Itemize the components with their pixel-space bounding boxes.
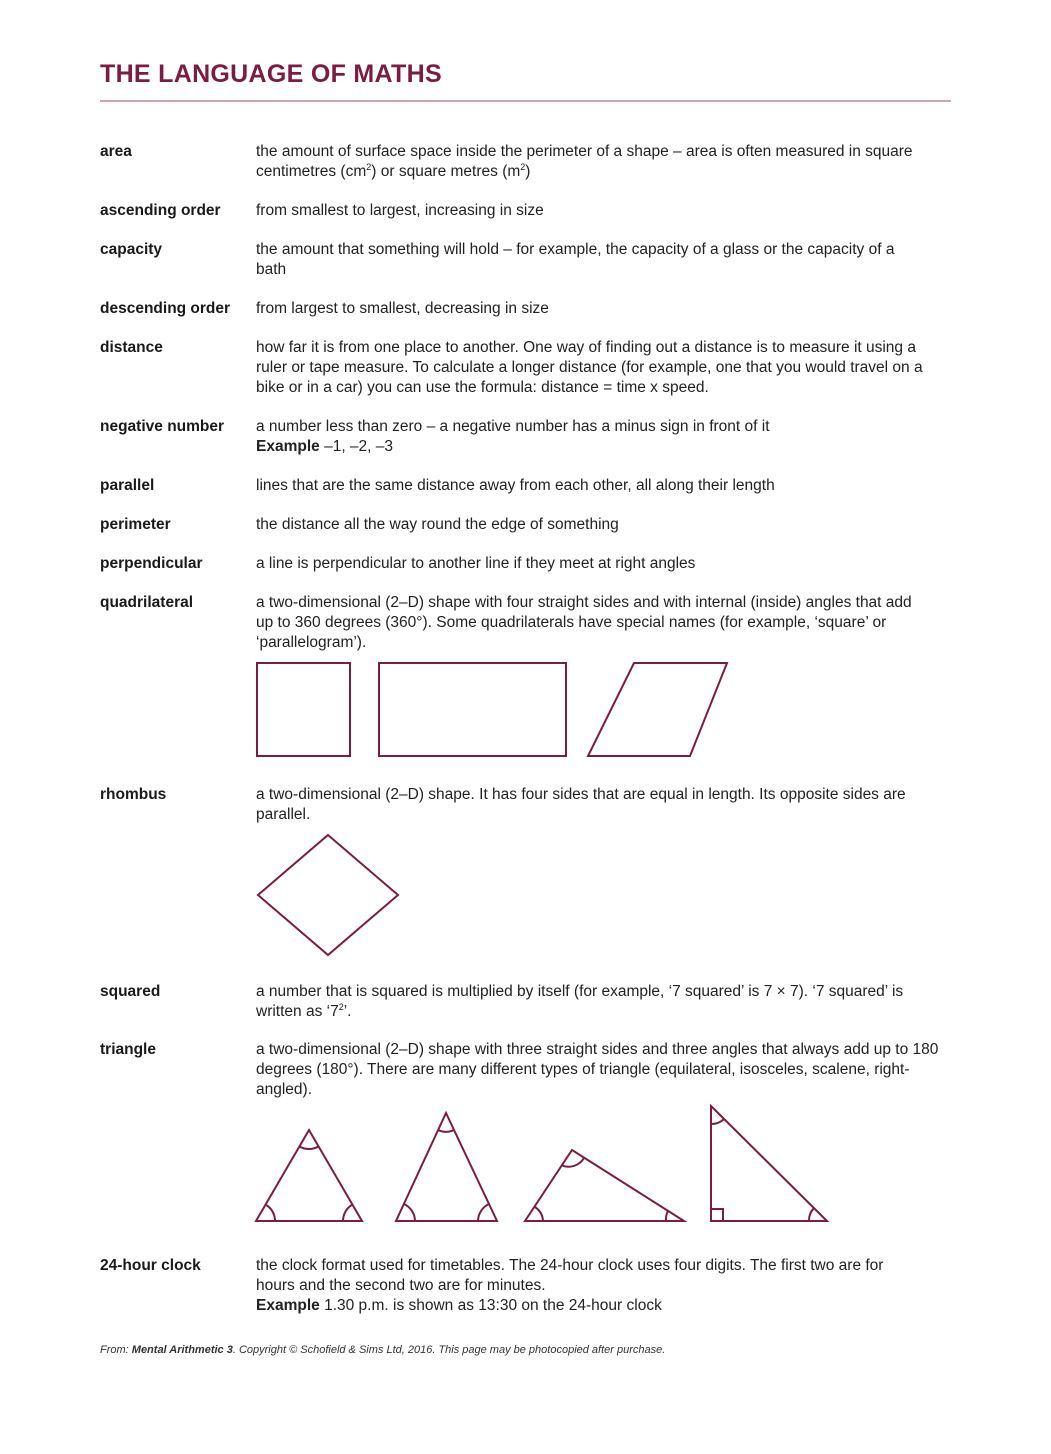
parallelogram-shape [588, 663, 727, 756]
equilateral-triangle [256, 1130, 362, 1221]
definition-negative-number: a number less than zero – a negative number has a minus sign in front of it Example –1, –2, –3 [256, 418, 770, 455]
definition-parallel: lines that are the same distance away from each other, all along their length [256, 477, 775, 494]
definition-area: the amount of surface space inside the perimeter of a shape – area is often measured in square centimetres $(cm^2)$ or square metres $(m^2)$ [256, 143, 913, 180]
example-label: Example [256, 1297, 320, 1314]
square-shape [257, 663, 350, 756]
definition-24-hour-clock: the clock format used for timetables. The 24-hour clock uses four digits. The first two are for hours and the second two are for minutes. Example 1.30 p.m. is shown as 13:30 on the 24-hour clock [256, 1257, 884, 1314]
term-quadrilateral: quadrilateral [100, 594, 194, 611]
definition-distance: how far it is from one place to another. One way of finding out a distance is to measure it using a ruler or tape measure. To calculate a longer distance (for example, one that you would travel on a bike or in a car) you can use the formula: distance = time x speed. [256, 339, 923, 396]
definition-rhombus: a two-dimensional (2–D) shape. It has four sides that are equal in length. Its opposite sides are parallel. [256, 786, 906, 823]
term-negative-number: negative number [100, 418, 225, 435]
definition-descending-order: from largest to smallest, decreasing in size [256, 300, 549, 317]
term-ascending-order: ascending order [100, 202, 221, 219]
term-squared: squared [100, 983, 161, 1000]
term-descending-order: descending order [100, 300, 231, 317]
term-perpendicular: perpendicular [100, 555, 203, 572]
term-area: area [100, 143, 132, 160]
definition-perimeter: the distance all the way round the edge of something [256, 516, 619, 533]
term-24-hour-clock: 24-hour clock [100, 1257, 201, 1274]
term-triangle: triangle [100, 1041, 156, 1058]
rectangle-shape [379, 663, 566, 756]
rhombus-shape [258, 835, 398, 955]
right-angled-triangle [711, 1106, 827, 1221]
scalene-triangle [525, 1150, 684, 1221]
term-rhombus: rhombus [100, 786, 167, 803]
definition-capacity: the amount that something will hold – for example, the capacity of a glass or the capacity of a bath [256, 241, 895, 278]
definition-squared: a number that is squared is multiplied by itself (for example, ‘7 squared’ is 7 × 7). ‘7 squared’ is written as ‘$7^2$’. [256, 983, 904, 1020]
page-title: THE LANGUAGE OF MATHS [100, 60, 442, 88]
term-distance: distance [100, 339, 163, 356]
term-capacity: capacity [100, 241, 163, 258]
copyright-footer: From: Mental Arithmetic 3. Copyright © Schofield & Sims Ltd, 2016. This page may be photocopied after purchase. [100, 1344, 666, 1356]
term-parallel: parallel [100, 477, 155, 494]
definition-ascending-order: from smallest to largest, increasing in size [256, 202, 544, 219]
definition-triangle: a two-dimensional (2–D) shape with three straight sides and three angles that always add up to 180 degrees (180°). There are many different types of triangle (equilateral, isosceles, scalene, right-angled). [256, 1041, 939, 1098]
term-perimeter: perimeter [100, 516, 171, 533]
definition-perpendicular: a line is perpendicular to another line if they meet at right angles [256, 555, 696, 572]
book-title: Mental Arithmetic 3 [131, 1344, 233, 1356]
definition-quadrilateral: a two-dimensional (2–D) shape with four straight sides and with internal (inside) angles that add up to 360 degrees (360°). Some quadrilaterals have special names (for example, ‘square’ or ‘parallelogram’). [256, 594, 912, 651]
example-label: Example [256, 438, 320, 455]
isosceles-triangle [396, 1113, 497, 1221]
